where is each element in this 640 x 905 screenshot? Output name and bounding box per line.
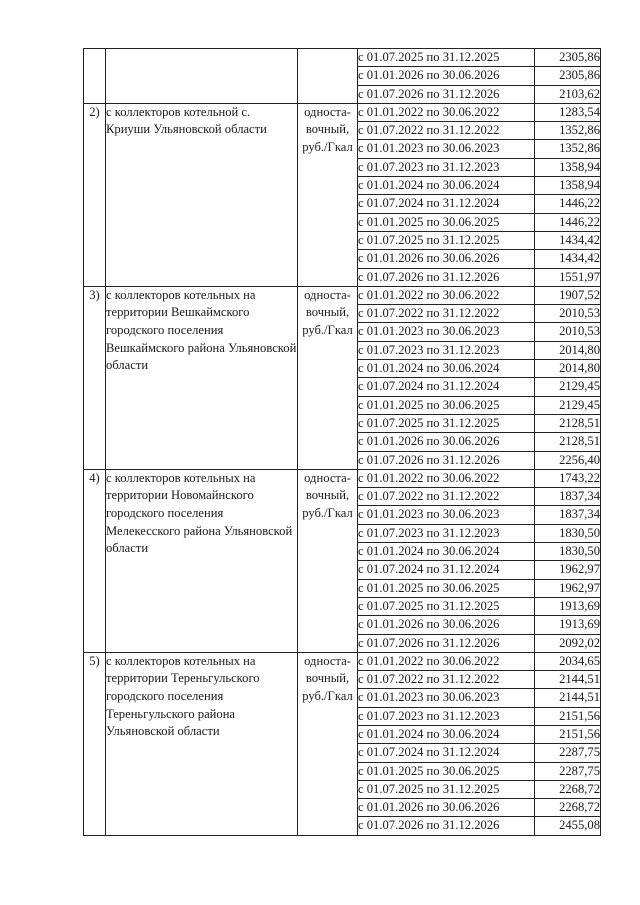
tariff-value-cell: 2010,53 — [535, 305, 601, 323]
period-cell: с 01.07.2023 по 31.12.2023 — [358, 158, 535, 176]
tariff-value-cell: 2010,53 — [535, 323, 601, 341]
period-cell: с 01.01.2025 по 30.06.2025 — [358, 396, 535, 414]
continuation-name-cell — [106, 49, 298, 104]
period-cell: с 01.07.2023 по 31.12.2023 — [358, 707, 535, 725]
tariff-value-cell: 2144,51 — [535, 671, 601, 689]
period-cell: с 01.01.2026 по 30.06.2026 — [358, 67, 535, 85]
item-number: 5) — [84, 652, 106, 835]
period-cell: с 01.01.2023 по 30.06.2023 — [358, 506, 535, 524]
tariff-value-cell: 2129,45 — [535, 378, 601, 396]
tariff-table — [83, 48, 601, 836]
tariff-value-cell: 2014,80 — [535, 341, 601, 359]
period-cell: с 01.07.2026 по 31.12.2026 — [358, 451, 535, 469]
tariff-unit: односта-вочный, руб./Гкал — [298, 103, 358, 286]
period-cell: с 01.01.2022 по 30.06.2022 — [358, 103, 535, 121]
tariff-value-cell: 2268,72 — [535, 780, 601, 798]
period-cell: с 01.07.2024 по 31.12.2024 — [358, 378, 535, 396]
period-cell: с 01.01.2023 по 30.06.2023 — [358, 140, 535, 158]
period-cell: с 01.01.2026 по 30.06.2026 — [358, 433, 535, 451]
period-cell: с 01.07.2022 по 31.12.2022 — [358, 671, 535, 689]
period-cell: с 01.07.2025 по 31.12.2025 — [358, 597, 535, 615]
tariff-value-cell: 2128,51 — [535, 433, 601, 451]
tariff-value-cell: 1837,34 — [535, 506, 601, 524]
tariff-value-cell: 1358,94 — [535, 158, 601, 176]
period-cell: с 01.01.2026 по 30.06.2026 — [358, 799, 535, 817]
period-cell: с 01.01.2024 по 30.06.2024 — [358, 360, 535, 378]
period-cell: с 01.01.2025 по 30.06.2025 — [358, 213, 535, 231]
tariff-value-cell: 2287,75 — [535, 744, 601, 762]
table-row — [84, 286, 601, 304]
period-cell: с 01.07.2026 по 31.12.2026 — [358, 634, 535, 652]
tariff-value-cell: 1913,69 — [535, 597, 601, 615]
tariff-value-cell: 1551,97 — [535, 268, 601, 286]
tariff-value-cell: 2305,86 — [535, 49, 601, 67]
tariff-value-cell: 1283,54 — [535, 103, 601, 121]
period-cell: с 01.01.2023 по 30.06.2023 — [358, 689, 535, 707]
period-cell: с 01.07.2022 по 31.12.2022 — [358, 488, 535, 506]
tariff-unit: односта-вочный, руб./Гкал — [298, 469, 358, 652]
tariff-value-cell: 1434,42 — [535, 250, 601, 268]
item-name: с коллекторов котельных на территории Вешкаймского городского поселения Вешкаймского района Ульяновской области — [106, 286, 298, 469]
period-cell: с 01.07.2025 по 31.12.2025 — [358, 414, 535, 432]
period-cell: с 01.01.2023 по 30.06.2023 — [358, 323, 535, 341]
tariff-value-cell: 1913,69 — [535, 616, 601, 634]
tariff-unit: односта-вочный, руб./Гкал — [298, 286, 358, 469]
tariff-value-cell: 1962,97 — [535, 579, 601, 597]
tariff-value-cell: 2129,45 — [535, 396, 601, 414]
tariff-value-cell: 1352,86 — [535, 140, 601, 158]
tariff-unit: односта-вочный, руб./Гкал — [298, 652, 358, 835]
period-cell: с 01.01.2024 по 30.06.2024 — [358, 177, 535, 195]
tariff-value-cell: 1962,97 — [535, 561, 601, 579]
item-number: 3) — [84, 286, 106, 469]
period-cell: с 01.01.2025 по 30.06.2025 — [358, 579, 535, 597]
period-cell: с 01.01.2026 по 30.06.2026 — [358, 616, 535, 634]
period-cell: с 01.07.2026 по 31.12.2026 — [358, 85, 535, 103]
tariff-value-cell: 1358,94 — [535, 177, 601, 195]
tariff-value-cell: 1830,50 — [535, 543, 601, 561]
tariff-value-cell: 1434,42 — [535, 231, 601, 249]
tariff-value-cell: 2268,72 — [535, 799, 601, 817]
period-cell: с 01.01.2022 по 30.06.2022 — [358, 469, 535, 487]
tariff-value-cell: 2014,80 — [535, 360, 601, 378]
item-name: с коллекторов котельных на территории Новомайнского городского поселения Мелекесского района Ульяновской области — [106, 469, 298, 652]
table-row — [84, 652, 601, 670]
tariff-table-body — [84, 49, 601, 836]
tariff-value-cell: 1446,22 — [535, 195, 601, 213]
period-cell: с 01.07.2024 по 31.12.2024 — [358, 561, 535, 579]
period-cell: с 01.01.2024 по 30.06.2024 — [358, 543, 535, 561]
tariff-value-cell: 1446,22 — [535, 213, 601, 231]
table-row — [84, 103, 601, 121]
period-cell: с 01.07.2026 по 31.12.2026 — [358, 817, 535, 835]
period-cell: с 01.01.2022 по 30.06.2022 — [358, 652, 535, 670]
tariff-value-cell: 2034,65 — [535, 652, 601, 670]
period-cell: с 01.07.2025 по 31.12.2025 — [358, 231, 535, 249]
period-cell: с 01.07.2025 по 31.12.2025 — [358, 780, 535, 798]
tariff-value-cell: 1830,50 — [535, 524, 601, 542]
period-cell: с 01.07.2023 по 31.12.2023 — [358, 341, 535, 359]
item-number: 2) — [84, 103, 106, 286]
tariff-value-cell: 2256,40 — [535, 451, 601, 469]
period-cell: с 01.01.2022 по 30.06.2022 — [358, 286, 535, 304]
tariff-value-cell: 2128,51 — [535, 414, 601, 432]
item-name: с коллекторов котельных на территории Тереньгульского городского поселения Тереньгульского района Ульяновской области — [106, 652, 298, 835]
tariff-value-cell: 2144,51 — [535, 689, 601, 707]
period-cell: с 01.01.2026 по 30.06.2026 — [358, 250, 535, 268]
tariff-value-cell: 1907,52 — [535, 286, 601, 304]
tariff-value-cell: 2151,56 — [535, 707, 601, 725]
tariff-value-cell: 2287,75 — [535, 762, 601, 780]
continuation-num-cell — [84, 49, 106, 104]
period-cell: с 01.07.2024 по 31.12.2024 — [358, 744, 535, 762]
period-cell: с 01.07.2022 по 31.12.2022 — [358, 122, 535, 140]
period-cell: с 01.07.2025 по 31.12.2025 — [358, 49, 535, 67]
continuation-unit-cell — [298, 49, 358, 104]
period-cell: с 01.07.2023 по 31.12.2023 — [358, 524, 535, 542]
period-cell: с 01.01.2024 по 30.06.2024 — [358, 725, 535, 743]
period-cell: с 01.01.2025 по 30.06.2025 — [358, 762, 535, 780]
tariff-value-cell: 2103,62 — [535, 85, 601, 103]
period-cell: с 01.07.2024 по 31.12.2024 — [358, 195, 535, 213]
table-row — [84, 469, 601, 487]
item-name: с коллекторов котельной с. Криуши Ульяновской области — [106, 103, 298, 286]
tariff-value-cell: 2305,86 — [535, 67, 601, 85]
tariff-value-cell: 2151,56 — [535, 725, 601, 743]
item-number: 4) — [84, 469, 106, 652]
table-row — [84, 49, 601, 67]
tariff-value-cell: 1743,22 — [535, 469, 601, 487]
tariff-value-cell: 1837,34 — [535, 488, 601, 506]
tariff-value-cell: 2092,02 — [535, 634, 601, 652]
period-cell: с 01.07.2026 по 31.12.2026 — [358, 268, 535, 286]
period-cell: с 01.07.2022 по 31.12.2022 — [358, 305, 535, 323]
tariff-value-cell: 1352,86 — [535, 122, 601, 140]
tariff-value-cell: 2455,08 — [535, 817, 601, 835]
